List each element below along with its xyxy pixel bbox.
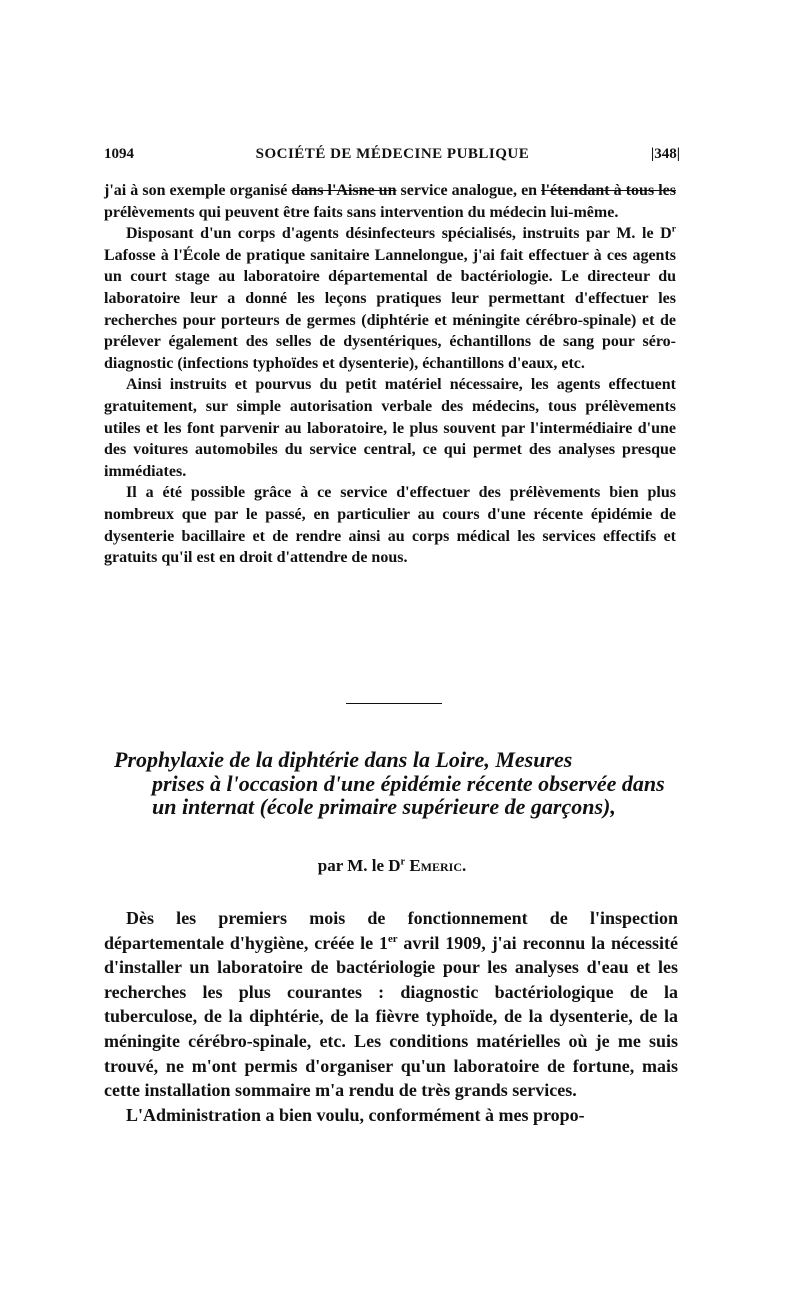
- struck-text: l'étendant à tous les: [541, 182, 676, 199]
- paragraph: Ainsi instruits et pourvus du petit matériel nécessaire, les agents effectuent gratuitement, sur simple autorisation verbale des médecins, tous prélèvements utiles et les font parvenir au laboratoire, le plus souvent par l'intermédiaire d'une des voitures automobiles du service central, ce qui permet des analyses presque immédiates.: [104, 376, 676, 480]
- superscript: r: [671, 223, 676, 235]
- text-run: j'ai à son exemple organisé: [104, 182, 292, 199]
- bottom-text-block: [104, 906, 678, 1127]
- text-run: Lafosse à l'École de pratique sanitaire Lannelongue, j'ai fait effectuer à ces agents un court stage au laboratoire départemental de bactériologie. Le directeur du laboratoire leur a donné les leçons pratiques leur permettant d'effectuer les recherches pour porteurs de germes (diphtérie et méningite cérébro-spinale) et de prélever également des selles de dysentériques, échantillons de sang pour séro-diagnostic (infections typhoïdes et dysenterie), échantillons d'eaux, etc.: [104, 246, 676, 372]
- article-title: [104, 748, 690, 819]
- text-run: avril 1909, j'ai reconnu la nécessité d'installer un laboratoire de bactériologie pour les analyses d'eau et les recherches les plus courantes : diagnostic bactériologique de la tuberculose, de la diphtérie, de la fièvre typhoïde, de la dysenterie, de la méningite cérébro-spinale, etc. Les conditions matérielles où je me suis trouvé, ne m'ont permis d'organiser qu'un laboratoire de fortune, mais cette installation sommaire m'a rendu de très grands services.: [104, 932, 678, 1101]
- top-text-block: [104, 180, 676, 569]
- text-run: prélèvements qui peuvent être faits sans intervention du médecin lui-même.: [104, 203, 619, 221]
- author-prefix: par M. le D: [317, 856, 401, 875]
- author-name: Emeric.: [409, 856, 467, 875]
- author-byline: [104, 856, 680, 876]
- superscript: er: [387, 932, 398, 945]
- text-run: service analogue, en: [396, 182, 542, 199]
- superscript: r: [400, 856, 406, 868]
- title-line: Prophylaxie de la diphtérie dans la Loire, Mesures: [114, 747, 573, 772]
- running-title: SOCIÉTÉ DE MÉDECINE PUBLIQUE: [255, 146, 530, 162]
- paragraph: [104, 906, 678, 1103]
- paragraph: L'Administration a bien voulu, conformément à mes propo-: [126, 1104, 585, 1125]
- struck-text: dans l'Aisne un: [291, 182, 397, 199]
- text-run: Disposant d'un corps d'agents désinfecteurs spécialisés, instruits par M. le D: [126, 225, 672, 243]
- text-run: Dès les premiers mois de fonctionnement de l'inspection départementale d'hygiène, créée le 1: [104, 908, 678, 953]
- paragraph: [104, 180, 676, 223]
- paragraph: [104, 223, 676, 374]
- section-divider: [346, 703, 442, 704]
- section-number: |348|: [650, 146, 680, 162]
- page-number: 1094: [104, 146, 134, 162]
- page-header: [104, 146, 680, 163]
- title-continuation: prises à l'occasion d'une épidémie récente observée dans un internat (école primaire supérieure de garçons),: [152, 770, 665, 819]
- paragraph: Il a été possible grâce à ce service d'effectuer des prélèvements bien plus nombreux que par le passé, en particulier au cours d'une récente épidémie de dysenterie bacillaire et de rendre ainsi au corps médical les services effectifs et gratuits qu'il est en droit d'attendre de nous.: [104, 484, 676, 567]
